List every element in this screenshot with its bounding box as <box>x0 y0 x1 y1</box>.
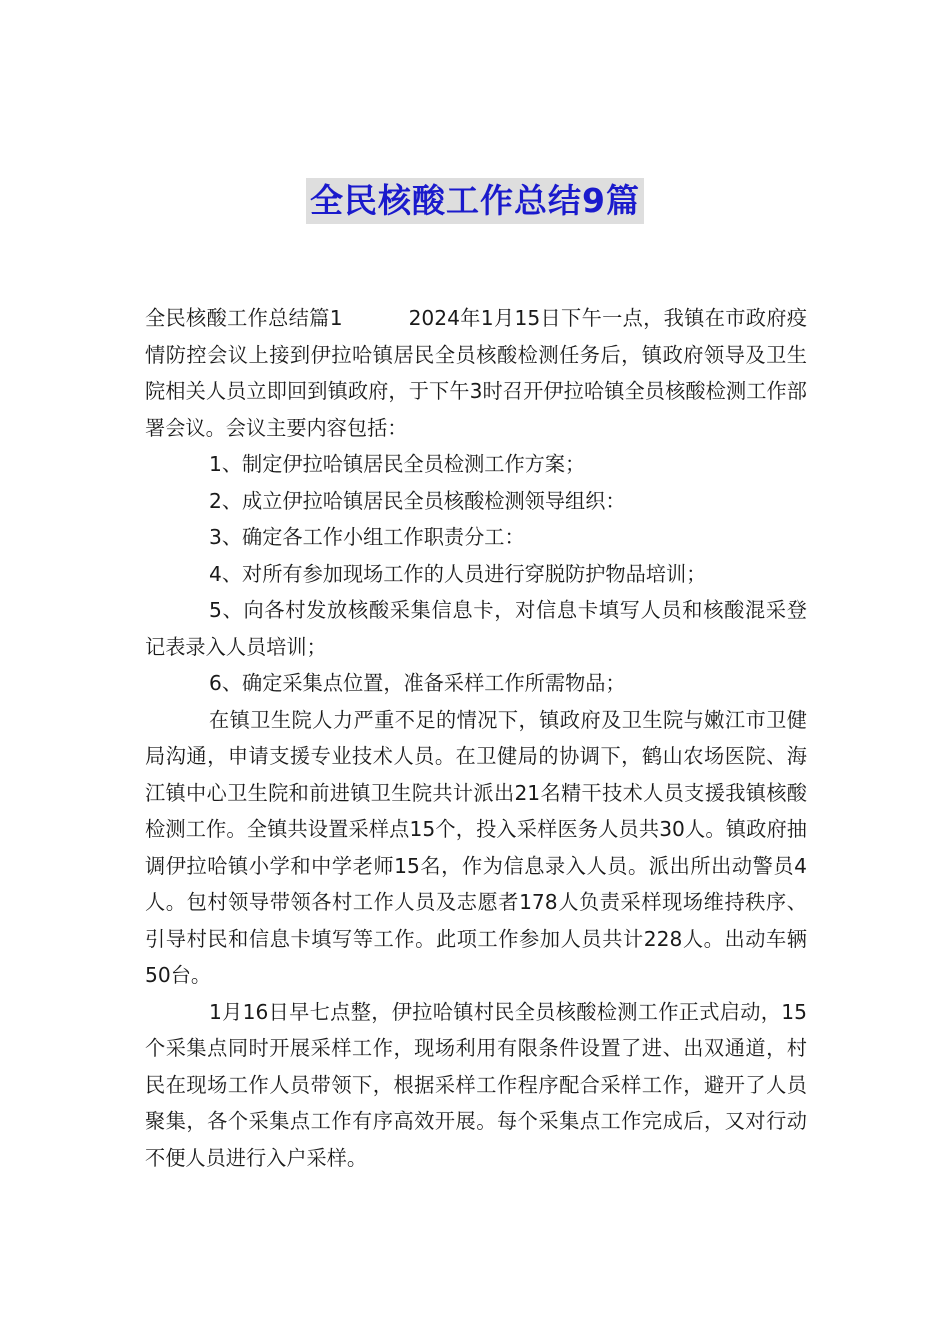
section-label: 全民核酸工作总结篇1 <box>145 306 343 330</box>
list-item: 4、对所有参加现场工作的人员进行穿脱防护物品培训； <box>209 561 707 586</box>
list-item: 1、制定伊拉哈镇居民全员检测工作方案； <box>209 452 586 476</box>
intro-text: 2024年1月15日下午一点，我镇在市政府疫情防控会议上接到伊拉哈镇居民全员核酸检测任务后，镇政府领导及卫生院相关人员立即回到镇政府，于下午3时召开伊拉哈镇全员核酸检测工作部署会议。会议主要内容包括： <box>145 306 807 440</box>
document-body <box>145 300 807 1176</box>
title-container <box>0 178 950 224</box>
list-item: 5、向各村发放核酸采集信息卡，对信息卡填写人员和核酸混采登记表录入人员培训； <box>145 598 807 659</box>
body-paragraph: 1月16日早七点整，伊拉哈镇村民全员核酸检测工作正式启动，15个采集点同时开展采样工作，现场利用有限条件设置了进、出双通道，村民在现场工作人员带领下，根据采样工作程序配合采样工作，避开了人员聚集，各个采集点工作有序高效开展。每个采集点工作完成后，又对行动不便人员进行入户采样。 <box>145 999 807 1170</box>
list-item: 2、成立伊拉哈镇居民全员核酸检测领导组织： <box>209 488 626 513</box>
list-item: 6、确定采集点位置，准备采样工作所需物品； <box>209 671 626 695</box>
document-title: 全民核酸工作总结9篇 <box>306 178 644 224</box>
body-paragraph: 在镇卫生院人力严重不足的情况下，镇政府及卫生院与嫩江市卫健局沟通，申请支援专业技术人员。在卫健局的协调下，鹤山农场医院、海江镇中心卫生院和前进镇卫生院共计派出21名精干技术人员支援我镇核酸检测工作。全镇共设置采样点15个，投入采样医务人员共30人。镇政府抽调伊拉哈镇小学和中学老师15名，作为信息录入人员。派出所出动警员4人。包村领导带领各村工作人员及志愿者178人负责采样现场维持秩序、引导村民和信息卡填写等工作。此项工作参加人员共计228人。出动车辆50台。 <box>145 707 807 987</box>
intro-paragraph <box>145 300 807 446</box>
list-item: 3、确定各工作小组工作职责分工： <box>209 525 525 549</box>
